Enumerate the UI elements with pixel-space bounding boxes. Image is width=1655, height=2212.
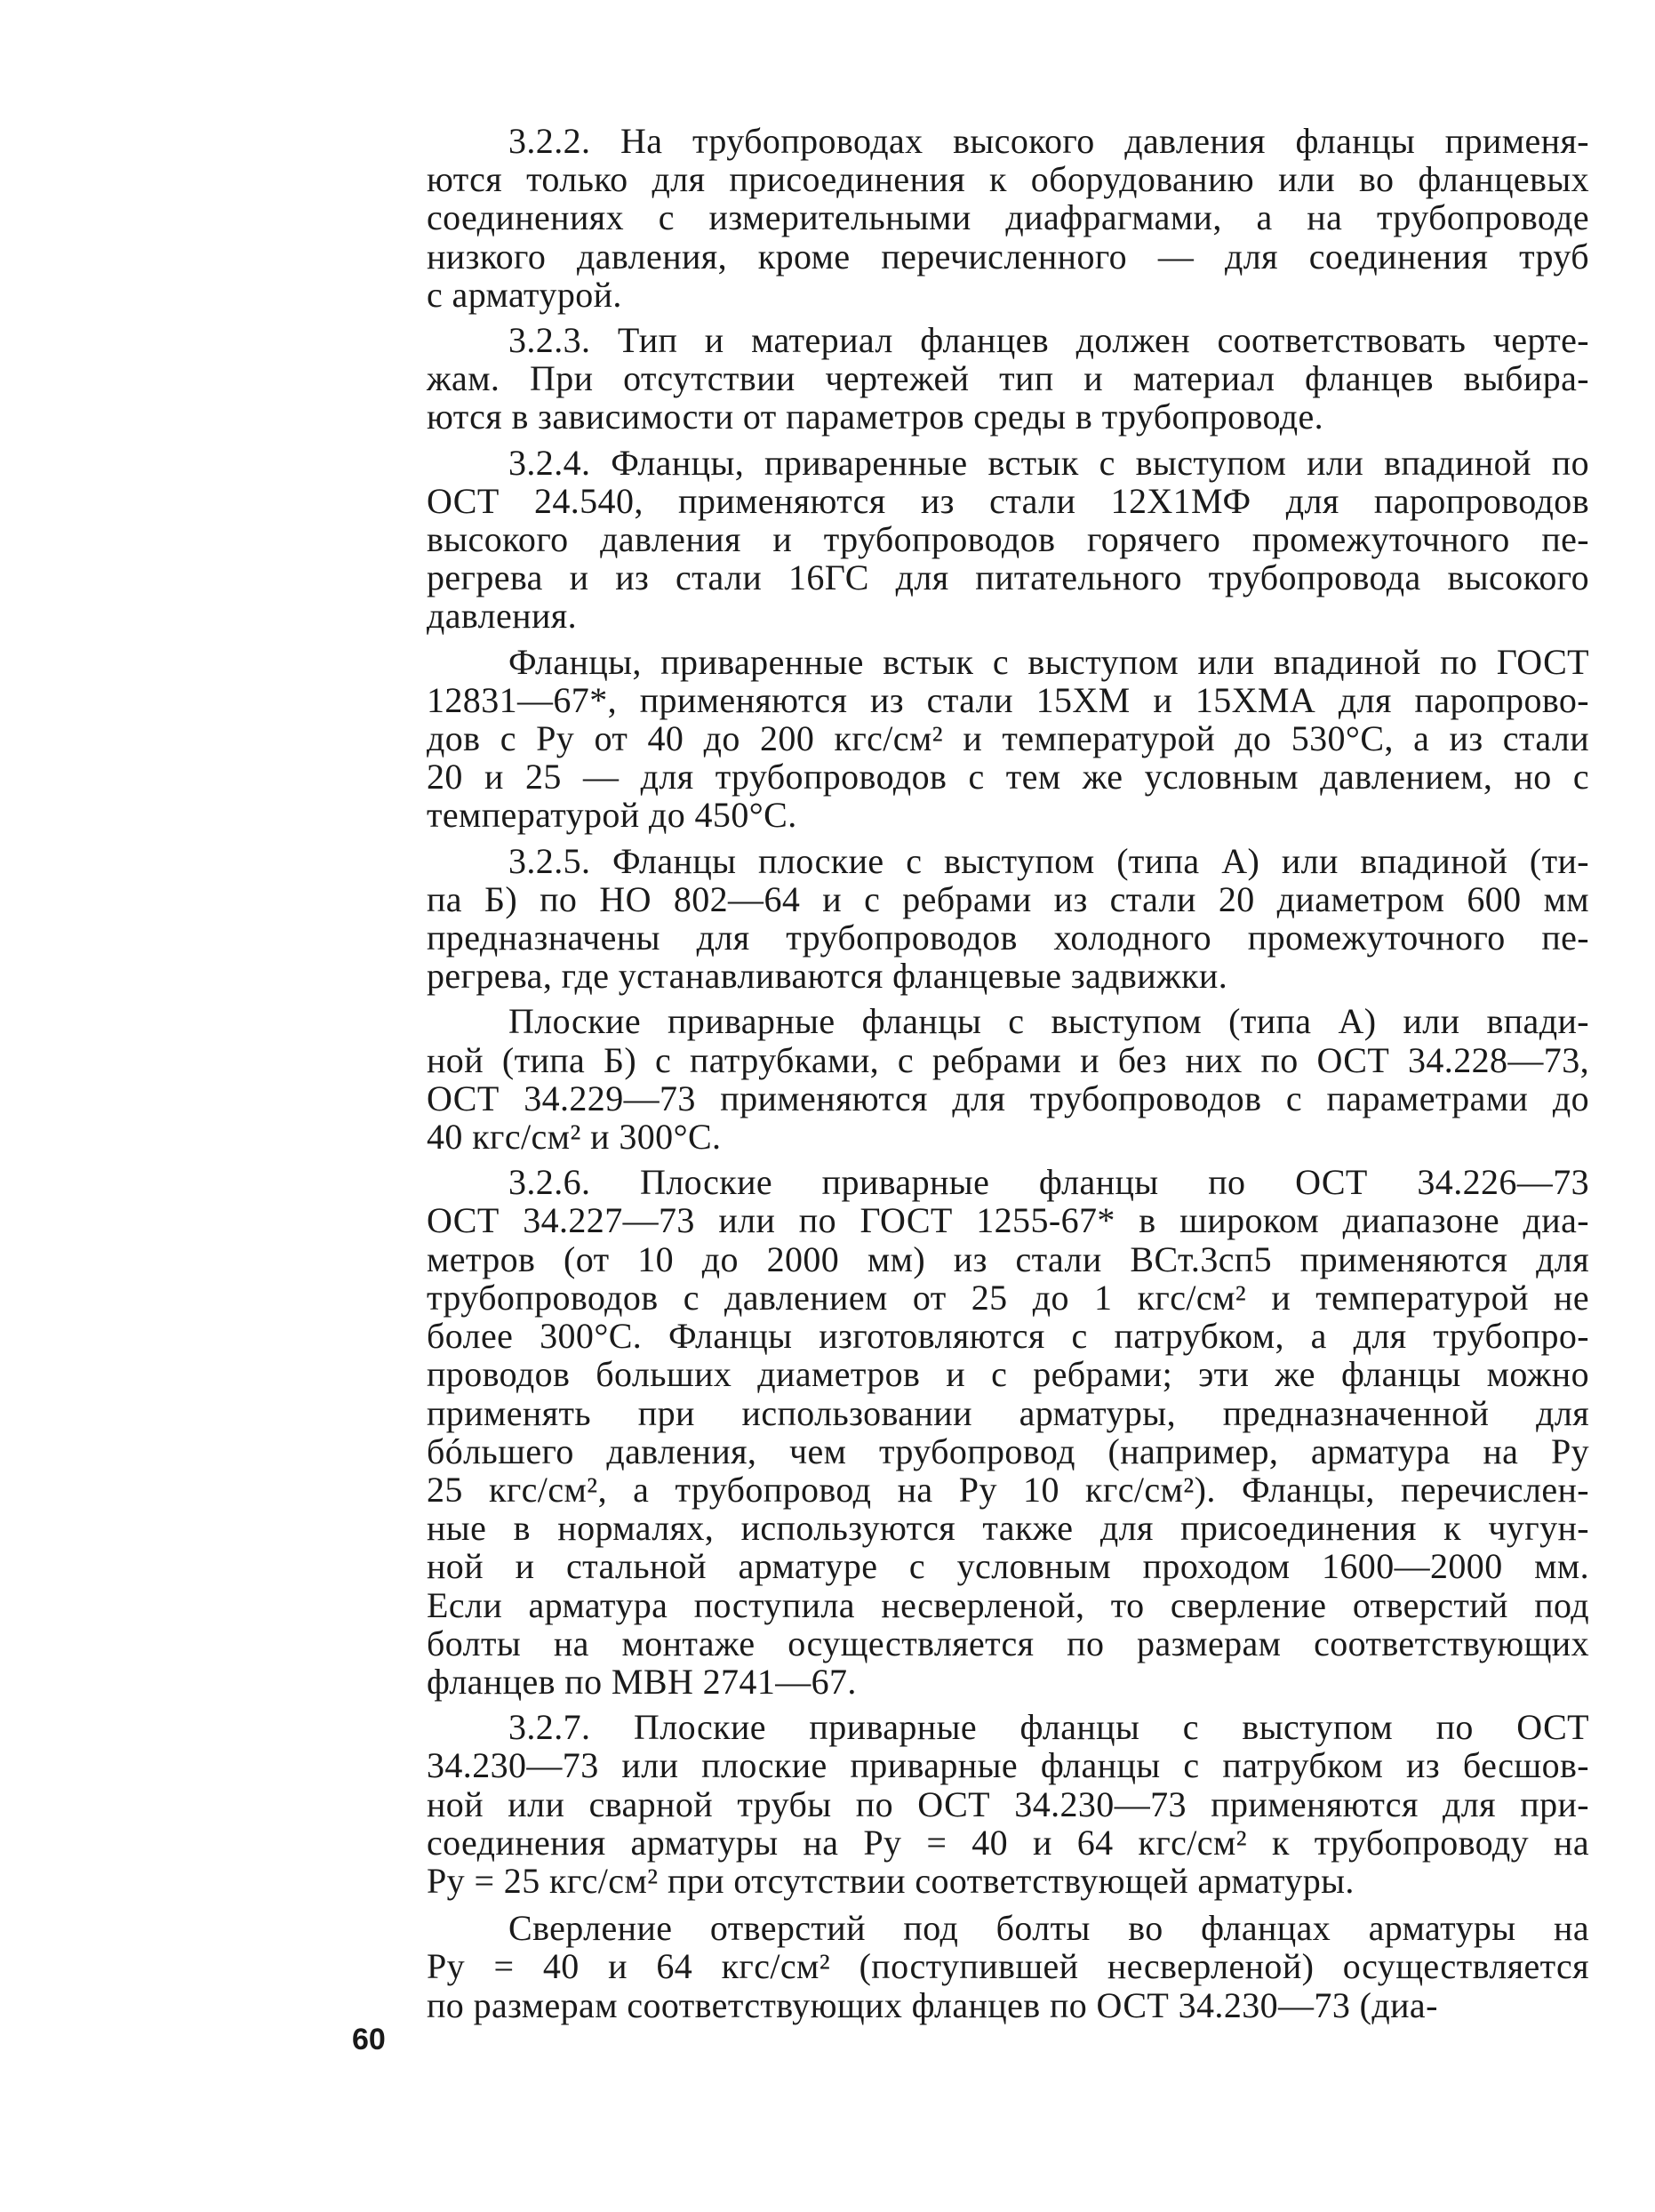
text-line: 40 кгс/см² и 300°С. [427, 1117, 722, 1158]
text-line: 25 кгс/см², а трубопровод на Pу 10 кгс/см²). Фланцы, перечислен- [427, 1469, 1589, 1510]
text-line: 3.2.2. На трубопроводах высокого давления фланцы применя- [508, 121, 1589, 161]
text-line: ные в нормалях, используются также для присоединения к чугун- [427, 1508, 1589, 1549]
text-line: 3.2.5. Фланцы плоские с выступом (типа А) или впадиной (ти- [508, 840, 1589, 881]
text-line: Плоские приварные фланцы с выступом (типа А) или впади- [508, 1001, 1589, 1042]
text-line: ной или сварной трубы по ОСТ 34.230—73 применяются для при- [427, 1783, 1589, 1824]
text-line: 34.230—73 или плоские приварные фланцы с патрубком из бесшов- [427, 1745, 1589, 1786]
text-line: по размерам соответствующих фланцев по ОСТ 34.230—73 (диа- [427, 1984, 1438, 2025]
text-line: Сверление отверстий под болты во фланцах арматуры на [508, 1908, 1589, 1949]
text-line: ются в зависимости от параметров среды в трубопроводе. [427, 397, 1324, 437]
paragraph-p-3-2-7 [345, 1708, 1589, 1900]
text-line: регрева и из стали 16ГС для питательного трубопровода высокого [427, 557, 1589, 598]
text-line: Pу = 40 и 64 кгс/см² (поступившей несверленой) осуществляется [427, 1946, 1589, 1987]
text-line: ной (типа Б) с патрубками, с ребрами и без них по ОСТ 34.228—73, [427, 1039, 1589, 1080]
text-line: па Б) по НО 802—64 и с ребрами из стали 20 диаметром 600 мм [427, 878, 1589, 919]
text-line: болты на монтаже осуществляется по размерам соответствующих [427, 1623, 1589, 1663]
paragraph-p-flat-welded [345, 1002, 1589, 1156]
text-line: регрева, где устанавливаются фланцевые задвижки. [427, 956, 1228, 997]
text-line: Фланцы, приваренные встык с выступом или впадиной по ГОСТ [508, 641, 1589, 682]
paragraph-p-3-2-6 [345, 1163, 1589, 1701]
text-line: фланцев по МВН 2741—67. [427, 1661, 857, 1702]
text-line: температурой до 450°С. [427, 795, 797, 836]
text-line: высокого давления и трубопроводов горячего промежуточного пе- [427, 519, 1589, 560]
text-line: проводов больших диаметров и с ребрами; эти же фланцы можно [427, 1354, 1589, 1395]
paragraph-p-3-2-2 [345, 122, 1589, 314]
paragraph-p-drilling [345, 1909, 1589, 2024]
text-line: применять при использовании арматуры, предназначенной для [427, 1392, 1589, 1433]
text-line: 12831—67*, применяются из стали 15ХМ и 15ХМА для паропрово- [427, 679, 1589, 720]
text-line: метров (от 10 до 2000 мм) из стали ВСт.3сп5 применяются для [427, 1238, 1589, 1279]
text-line: 3.2.4. Фланцы, приваренные встык с выступом или впадиной по [508, 442, 1589, 483]
text-line: Pу = 25 кгс/см² при отсутствии соответствующей арматуры. [427, 1860, 1355, 1901]
text-line: ОСТ 34.229—73 применяются для трубопроводов с параметрами до [427, 1078, 1589, 1118]
page-number: 60 [352, 2023, 386, 2056]
text-line: низкого давления, кроме перечисленного — для соединения труб [427, 236, 1589, 276]
text-line: ОСТ 24.540, применяются из стали 12Х1МФ для паропроводов [427, 480, 1589, 521]
text-line: предназначены для трубопроводов холодного промежуточного пе- [427, 918, 1589, 958]
text-line: трубопроводов с давлением от 25 до 1 кгс/см² и температурой не [427, 1277, 1589, 1318]
text-line: ной и стальной арматуре с условным проходом 1600—2000 мм. [427, 1546, 1589, 1587]
text-line: более 300°С. Фланцы изготовляются с патрубком, а для трубопро- [427, 1316, 1589, 1357]
text-line: 3.2.3. Тип и материал фланцев должен соответствовать черте- [508, 320, 1589, 361]
text-line: 3.2.7. Плоские приварные фланцы с выступом по ОСТ [508, 1707, 1589, 1748]
text-line: ются только для присоединения к оборудованию или во фланцевых [427, 159, 1589, 200]
text-line: дов с Pу от 40 до 200 кгс/см² и температурой до 530°С, а из стали [427, 718, 1589, 759]
text-line: давления. [427, 596, 577, 637]
text-line: соединениях с измерительными диафрагмами, а на трубопроводе [427, 197, 1589, 238]
body-text [345, 122, 1589, 2024]
text-line: с арматурой. [427, 274, 622, 315]
text-line: 3.2.6. Плоские приварные фланцы по ОСТ 34.226—73 [508, 1162, 1589, 1203]
paragraph-p-3-2-3 [345, 321, 1589, 437]
text-line: ОСТ 34.227—73 или по ГОСТ 1255-67* в широком диапазоне диа- [427, 1200, 1589, 1241]
text-line: жам. При отсутствии чертежей тип и материал фланцев выбира- [427, 358, 1589, 399]
text-line: соединения арматуры на Pу = 40 и 64 кгс/см² к трубопроводу на [427, 1822, 1589, 1863]
text-line: 20 и 25 — для трубопроводов с тем же условным давлением, но с [427, 757, 1589, 797]
paragraph-p-3-2-4 [345, 444, 1589, 636]
text-line: Если арматура поступила несверленой, то сверление отверстий под [427, 1584, 1589, 1625]
paragraph-p-flanges-gost [345, 643, 1589, 835]
paragraph-p-3-2-5 [345, 842, 1589, 996]
text-line: бóльшего давления, чем трубопровод (например, арматура на Pу [427, 1431, 1589, 1471]
